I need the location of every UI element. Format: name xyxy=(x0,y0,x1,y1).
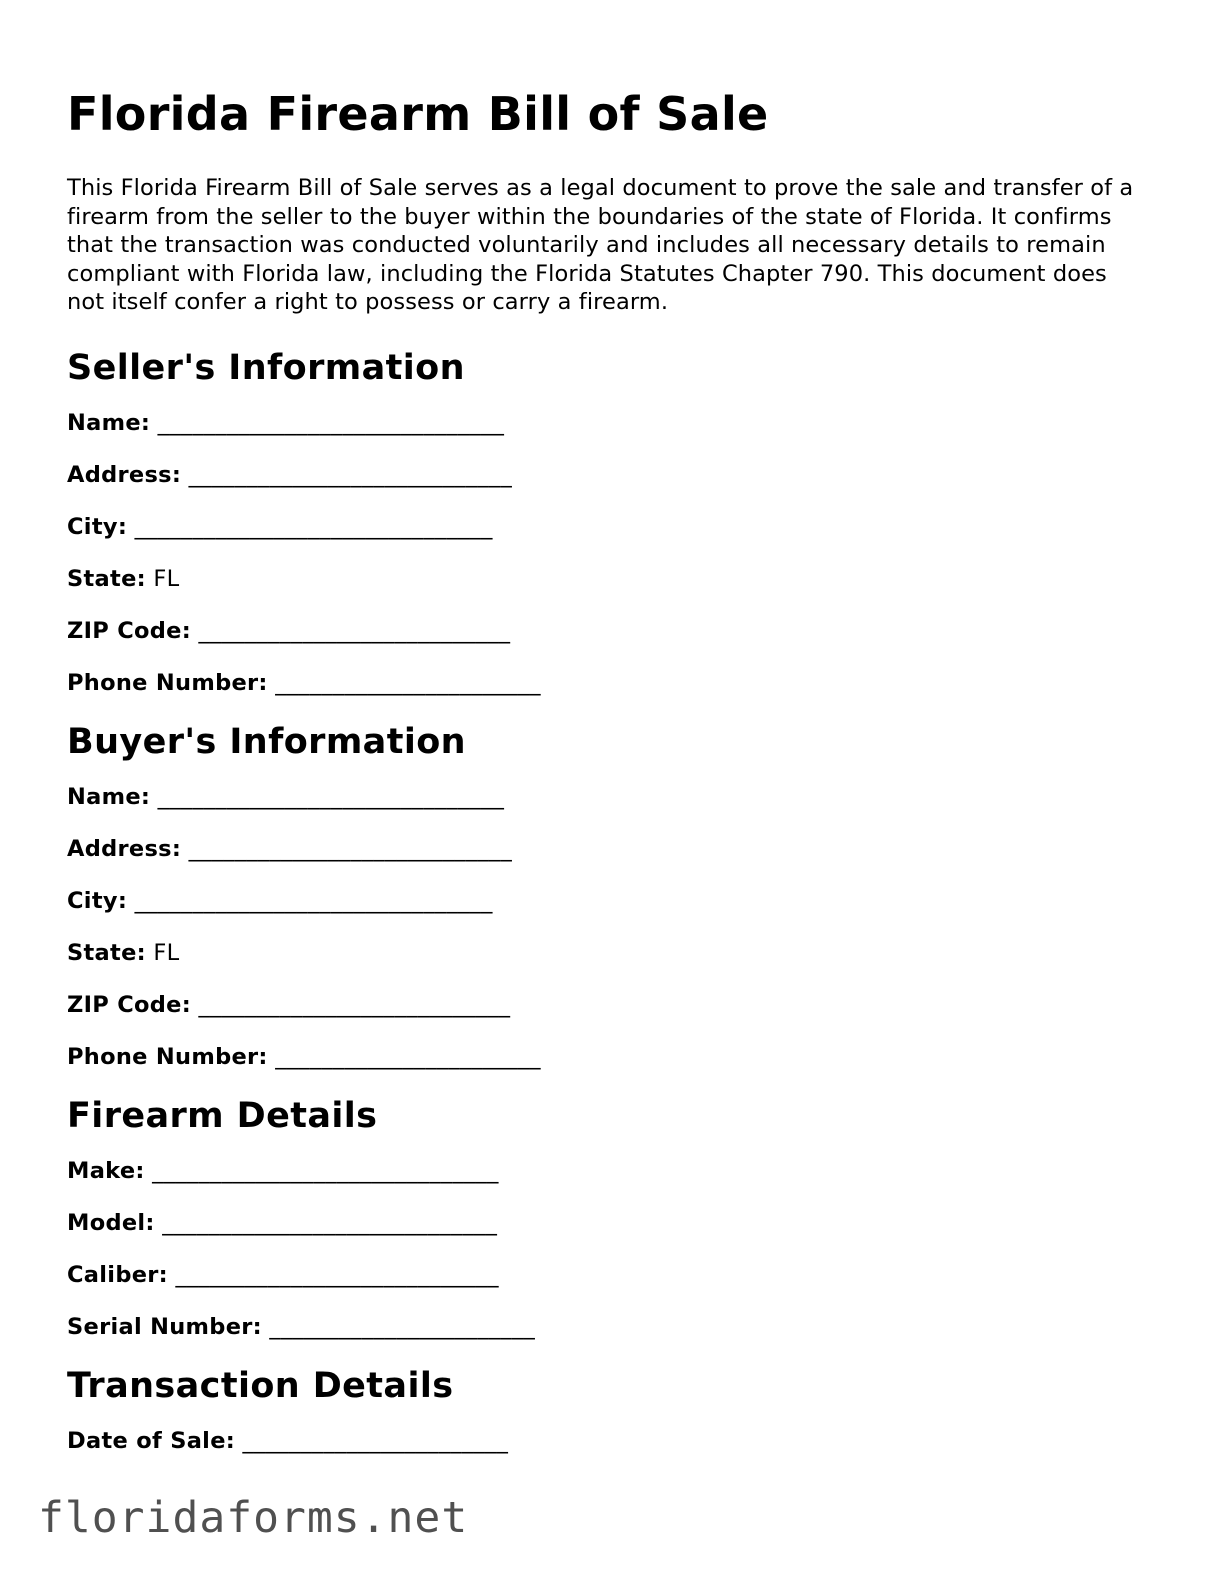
field-label: ZIP Code: xyxy=(67,617,192,644)
firearm-model-field[interactable] xyxy=(67,1209,1147,1237)
buyer-address-field[interactable] xyxy=(67,835,1147,863)
intro-paragraph: This Florida Firearm Bill of Sale serves as a legal document to prove the sale and transfer of a firearm from the seller to the buyer within the boundaries of the state of Florida. It confirms that the transaction was conducted voluntarily and includes all necessary details to remain compliant with Florida law, including the Florida Statutes Chapter 790. This document does not itself confer a right to possess or carry a firearm. xyxy=(67,175,1134,315)
field-value: FL xyxy=(153,939,180,966)
field-label: Phone Number: xyxy=(67,1043,268,1070)
field-label: Model: xyxy=(67,1209,155,1236)
field-blank[interactable]: ______________________________ xyxy=(157,409,505,436)
buyer-phone-field[interactable] xyxy=(67,1043,1147,1071)
firearm-serial-field[interactable] xyxy=(67,1313,1147,1341)
field-label: ZIP Code: xyxy=(67,991,192,1018)
field-label: State: xyxy=(67,939,146,966)
field-label: Name: xyxy=(67,783,151,810)
field-label: Date of Sale: xyxy=(67,1427,236,1454)
seller-name-field[interactable] xyxy=(67,409,1147,437)
field-blank[interactable]: ____________________________ xyxy=(188,461,513,488)
field-label: Phone Number: xyxy=(67,669,268,696)
field-label: City: xyxy=(67,513,128,540)
field-label: Caliber: xyxy=(67,1261,168,1288)
field-blank[interactable]: ______________________________ xyxy=(152,1157,499,1184)
buyer-name-field[interactable] xyxy=(67,783,1147,811)
transaction-section xyxy=(67,1365,1147,1455)
field-blank[interactable]: _______________________ xyxy=(269,1313,536,1340)
field-value: FL xyxy=(153,565,180,592)
page-title: Florida Firearm Bill of Sale xyxy=(67,87,769,141)
buyer-zip-field[interactable] xyxy=(67,991,1147,1019)
seller-city-field[interactable] xyxy=(67,513,1147,541)
firearm-section xyxy=(67,1095,1147,1341)
field-blank[interactable]: _______________________ xyxy=(275,1043,541,1070)
field-blank[interactable]: _______________________________ xyxy=(134,513,493,540)
buyer-city-field[interactable] xyxy=(67,887,1147,915)
field-label: Name: xyxy=(67,409,151,436)
field-blank[interactable]: _____________________________ xyxy=(162,1209,498,1236)
field-blank[interactable]: _______________________ xyxy=(242,1427,509,1454)
field-label: Serial Number: xyxy=(67,1313,262,1340)
transaction-date-field[interactable] xyxy=(67,1427,1147,1455)
buyer-heading: Buyer's Information xyxy=(67,721,466,762)
firearm-caliber-field[interactable] xyxy=(67,1261,1147,1289)
field-blank[interactable]: ____________________________ xyxy=(188,835,513,862)
transaction-heading: Transaction Details xyxy=(67,1365,454,1406)
seller-address-field[interactable] xyxy=(67,461,1147,489)
field-label: City: xyxy=(67,887,128,914)
seller-phone-field[interactable] xyxy=(67,669,1147,697)
field-blank[interactable]: ______________________________ xyxy=(157,783,505,810)
field-label: Address: xyxy=(67,461,182,488)
field-blank[interactable]: ___________________________ xyxy=(198,617,511,644)
seller-section xyxy=(67,347,1147,697)
firearm-heading: Firearm Details xyxy=(67,1095,378,1136)
seller-state-field xyxy=(67,565,1147,593)
document-page xyxy=(67,86,1147,1479)
field-blank[interactable]: _______________________________ xyxy=(134,887,493,914)
seller-zip-field[interactable] xyxy=(67,617,1147,645)
field-blank[interactable]: ____________________________ xyxy=(175,1261,499,1288)
field-label: Address: xyxy=(67,835,182,862)
firearm-make-field[interactable] xyxy=(67,1157,1147,1185)
watermark: floridaforms.net xyxy=(38,1493,469,1543)
field-label: Make: xyxy=(67,1157,145,1184)
buyer-section xyxy=(67,721,1147,1071)
seller-heading: Seller's Information xyxy=(67,347,465,388)
buyer-state-field xyxy=(67,939,1147,967)
field-blank[interactable]: ___________________________ xyxy=(198,991,511,1018)
field-blank[interactable]: _______________________ xyxy=(275,669,541,696)
field-label: State: xyxy=(67,565,146,592)
